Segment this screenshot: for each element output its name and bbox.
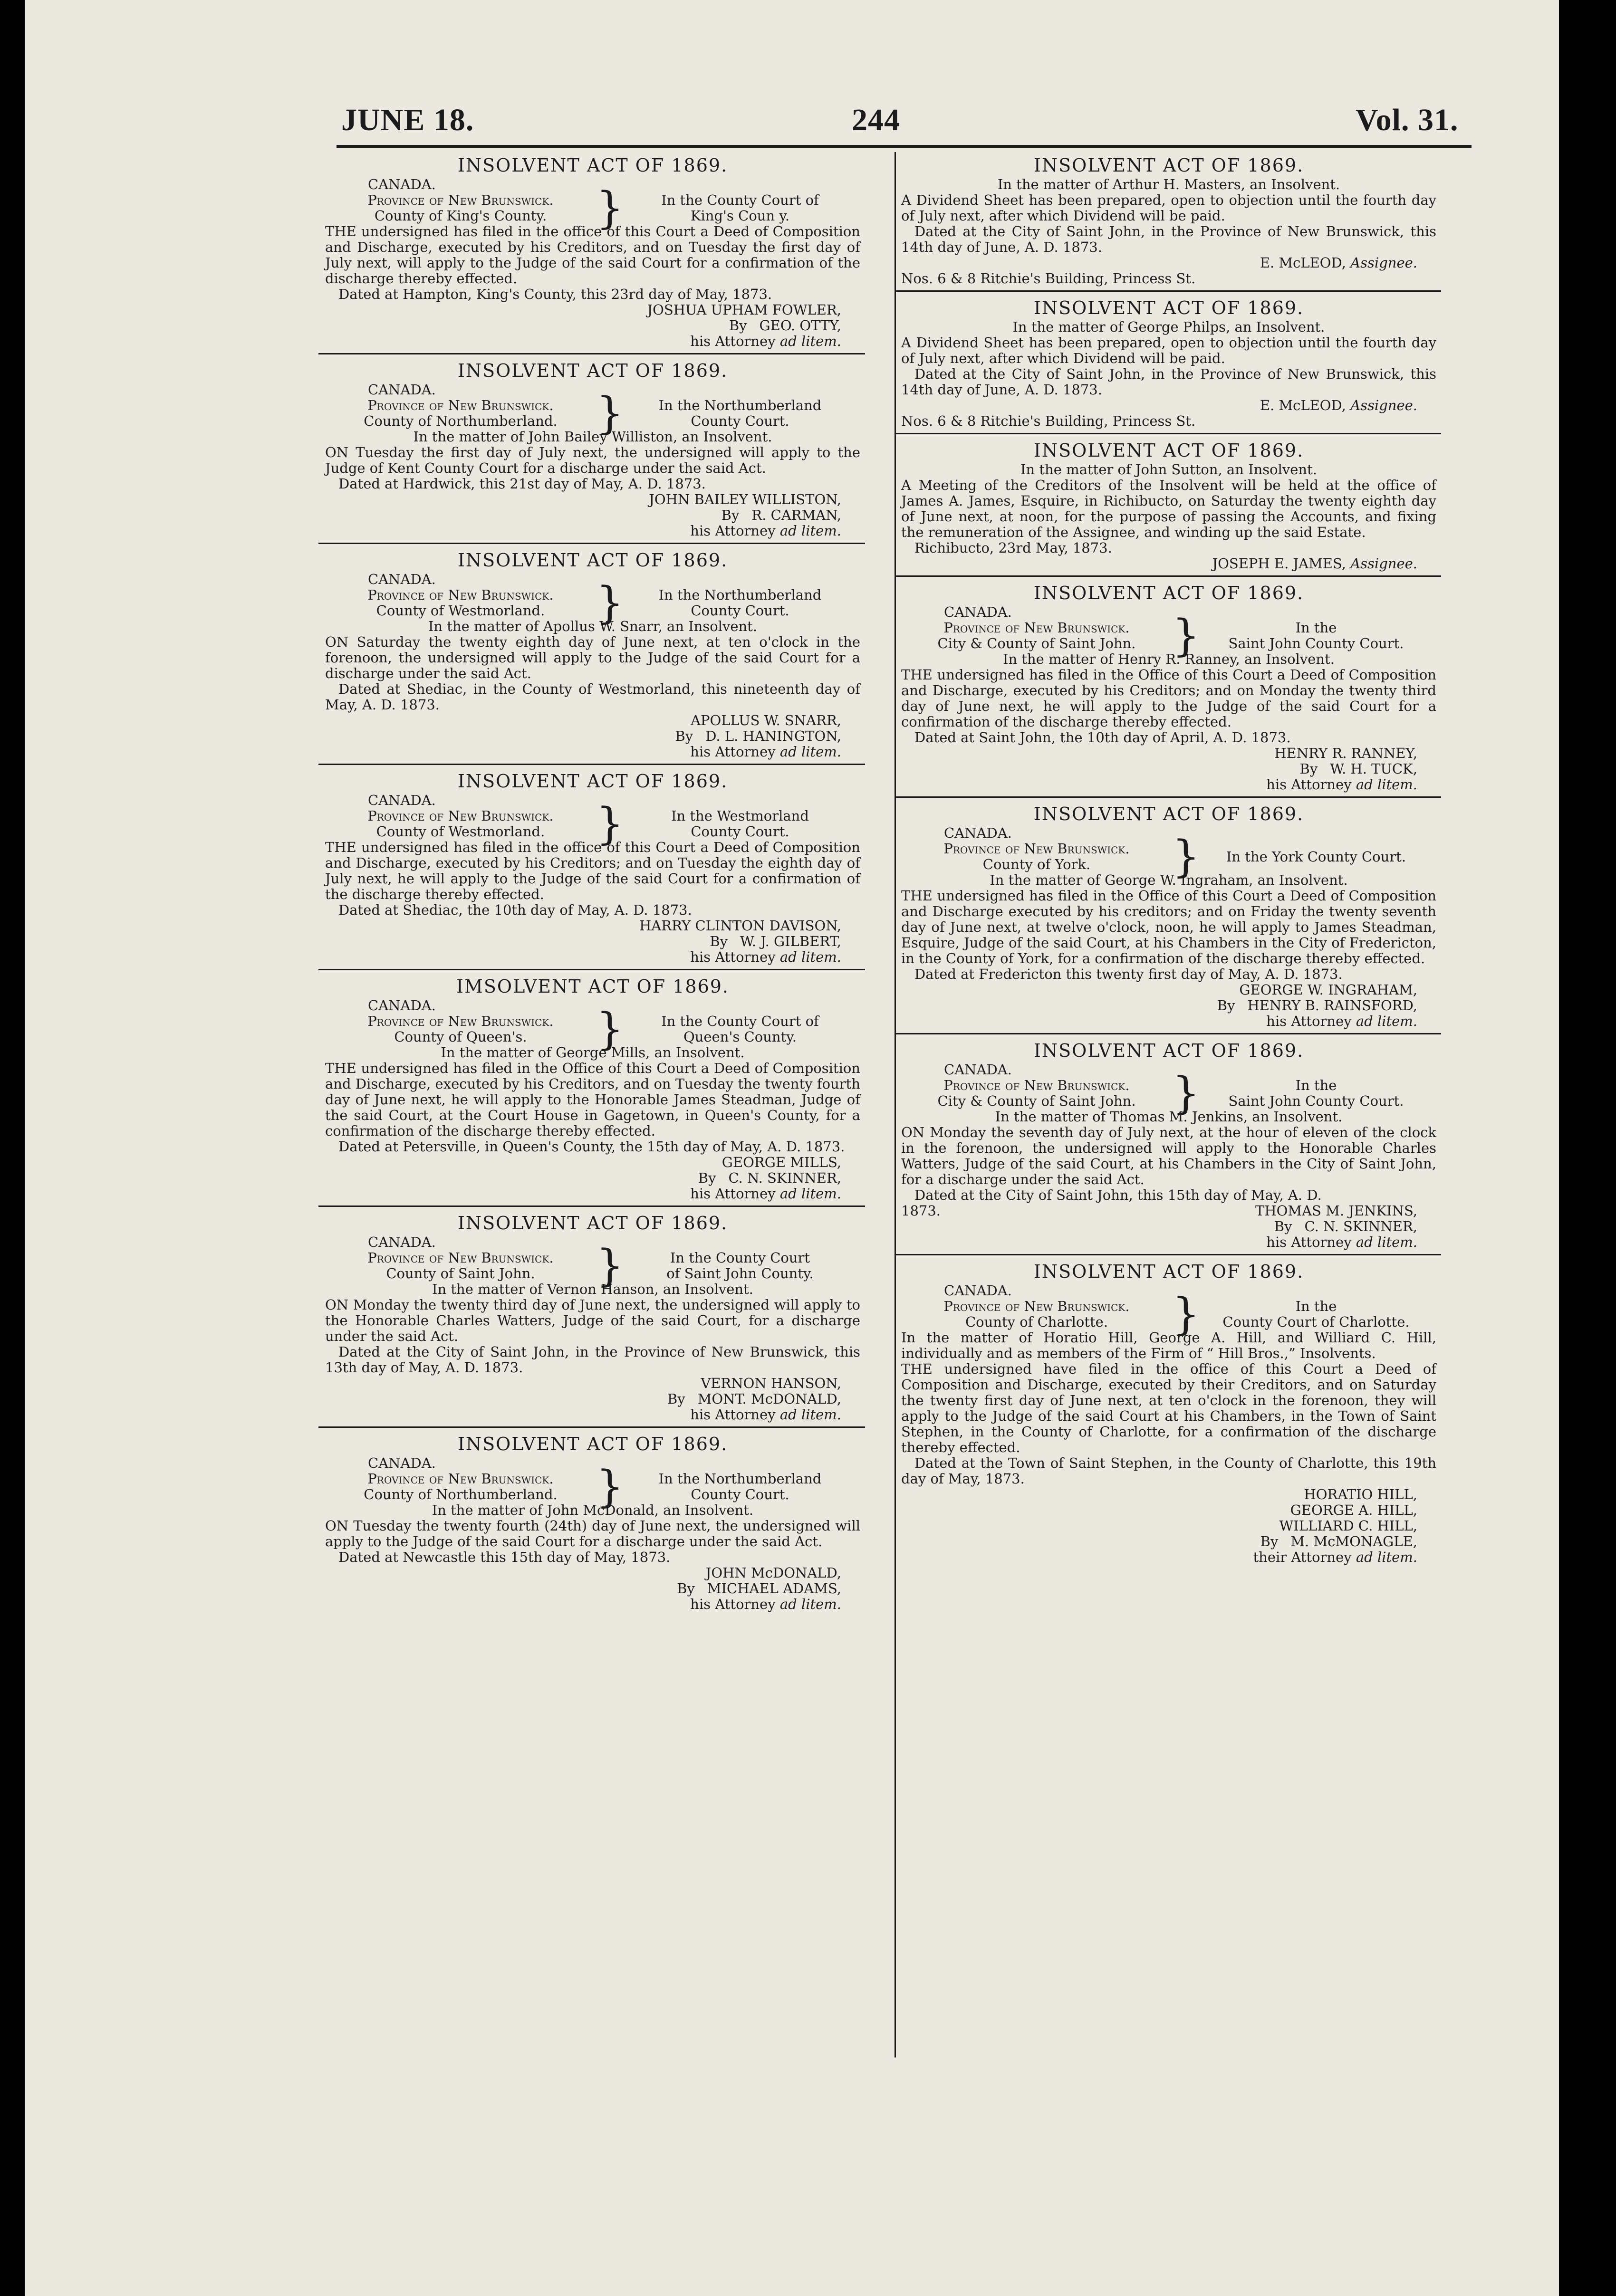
county-label: County of Charlotte. — [965, 1314, 1108, 1330]
matter-line: In the matter of Horatio Hill, George A. Hill, and Williard C. Hill, individually and as members of the Firm of “ Hill Bros.,” Insolvents. — [901, 1330, 1436, 1361]
province-label: Province of New Brunswick. — [367, 587, 554, 603]
court-label: of Saint John County. — [666, 1265, 814, 1282]
court-label: In the York County Court. — [1226, 848, 1406, 865]
attorney-role: his Attorney ad litem. — [690, 1406, 841, 1423]
notice-jenkins — [895, 1037, 1441, 1255]
dated-line: Dated at the City of Saint John, this 15th day of May, A. D. — [914, 1187, 1322, 1203]
notice-body: ON Tuesday the twenty fourth (24th) day of June next, the undersigned will apply to the Judge of the said Court for a discharge under the said Act. — [325, 1518, 860, 1550]
notice-title: INSOLVENT ACT OF 1869. — [1033, 297, 1304, 318]
by-label: By — [721, 507, 740, 523]
country-label: CANADA. — [368, 1455, 436, 1471]
dated-line: Dated at Fredericton this twenty first day of May, A. D. 1873. — [914, 966, 1343, 982]
brace-icon: } — [596, 1461, 624, 1512]
notice-mcdonald — [318, 1431, 865, 1616]
court-label: Queen's County. — [683, 1029, 797, 1045]
notice-title: INSOLVENT ACT OF 1869. — [457, 1434, 728, 1454]
province-label: Province of New Brunswick. — [943, 1077, 1130, 1093]
notice-title: INSOLVENT ACT OF 1869. — [457, 771, 728, 792]
signer-name: GEORGE MILLS, — [721, 1154, 841, 1170]
notice-snarr — [318, 547, 865, 765]
notice-ranney — [895, 580, 1441, 798]
brace-icon: } — [1172, 1068, 1200, 1119]
matter-line: In the matter of John McDonald, an Insolvent. — [432, 1502, 754, 1518]
newspaper-page — [25, 0, 1559, 2296]
assignee-signature: E. McLEOD, Assignee. — [1260, 397, 1417, 413]
court-label: Saint John County Court. — [1228, 1093, 1404, 1109]
attorney-name: C. N. SKINNER, — [728, 1170, 841, 1186]
county-label: County of Westmorland. — [376, 823, 545, 840]
notice-williston — [318, 357, 865, 544]
dated-line: Dated at Hardwick, this 21st day of May, A. D. 1873. — [338, 476, 706, 492]
by-label: By — [1260, 1533, 1279, 1550]
court-label: County Court. — [691, 603, 789, 619]
attorney-name: M. McMONAGLE, — [1290, 1533, 1417, 1550]
notice-title: INSOLVENT ACT OF 1869. — [457, 550, 728, 571]
dated-line: Dated at Shediac, the 10th day of May, A. D. 1873. — [338, 902, 692, 918]
notice-ingraham — [895, 801, 1441, 1034]
notice-body: THE undersigned has filed in the office of this Court a Deed of Composition and Discharge, executed by his Creditors; and on Tuesday the eighth day of July next, he will apply to the Judge of the said Court for a confirmation of the discharge thereby effected. — [325, 839, 860, 902]
county-label: County of Westmorland. — [376, 603, 545, 619]
signer-name: JOSHUA UPHAM FOWLER, — [647, 302, 841, 318]
notice-hill-bros — [895, 1258, 1441, 1569]
court-label: In the — [1295, 620, 1337, 636]
matter-line: In the matter of George W. Ingraham, an Insolvent. — [990, 872, 1348, 888]
notice-title: INSOLVENT ACT OF 1869. — [1033, 1261, 1304, 1282]
brace-icon: } — [1172, 610, 1200, 661]
attorney-name: GEO. OTTY, — [759, 317, 841, 334]
notice-body: ON Tuesday the first day of July next, the undersigned will apply to the Judge of Kent County Court for a discharge under the said Act. — [325, 444, 860, 476]
notice-title: INSOLVENT ACT OF 1869. — [1033, 440, 1304, 461]
court-label: In the Northumberland — [658, 587, 822, 603]
province-label: Province of New Brunswick. — [367, 808, 554, 824]
signer-name: APOLLUS W. SNARR, — [691, 712, 841, 728]
court-label: King's Coun y. — [690, 208, 790, 224]
notice-body: ON Saturday the twenty eighth day of June next, at ten o'clock in the forenoon, the undersigned will apply to the Judge of the said Court for a discharge under the said Act. — [325, 634, 860, 681]
header-rule — [337, 145, 1472, 148]
attorney-name: D. L. HANINGTON, — [705, 728, 841, 744]
country-label: CANADA. — [368, 1234, 436, 1250]
matter-line: In the matter of Apollus W. Snarr, an Insolvent. — [428, 618, 758, 634]
notice-body: THE undersigned has filed in the Office of this Court a Deed of Composition and Discharge, executed by his Creditors, and on Tuesday the twenty fourth day of June next, he will apply to the Honorable James Steadman, Judge of the said Court, at the Court House in Gagetown, in Queen's County, for a confirmation of the discharge thereby effected. — [325, 1060, 860, 1139]
signer-name: JOHN BAILEY WILLISTON, — [649, 491, 841, 507]
province-label: Province of New Brunswick. — [943, 620, 1130, 636]
signer-name: GEORGE W. INGRAHAM, — [1239, 982, 1417, 998]
matter-line: In the matter of Arthur H. Masters, an Insolvent. — [997, 176, 1340, 192]
by-label: By — [729, 317, 747, 334]
matter-line: In the matter of John Sutton, an Insolvent. — [1020, 461, 1317, 478]
matter-line: In the matter of Henry R. Ranney, an Insolvent. — [1003, 651, 1335, 667]
notice-hanson — [318, 1210, 865, 1428]
signer-name: WILLIARD C. HILL, — [1279, 1518, 1417, 1534]
attorney-role: his Attorney ad litem. — [690, 744, 841, 760]
by-label: By — [667, 1391, 685, 1407]
matter-line: In the matter of Thomas M. Jenkins, an Insolvent. — [995, 1109, 1343, 1125]
county-label: City & County of Saint John. — [937, 635, 1136, 651]
country-label: CANADA. — [368, 382, 436, 398]
right-column — [895, 152, 1441, 1572]
volume-number: Vol. 31. — [1356, 103, 1459, 137]
notice-philps — [895, 295, 1441, 434]
attorney-name: R. CARMAN, — [751, 507, 841, 523]
country-label: CANADA. — [368, 792, 436, 808]
assignee-address: Nos. 6 & 8 Ritchie's Building, Princess St. — [901, 413, 1196, 429]
province-label: Province of New Brunswick. — [943, 841, 1130, 857]
province-label: Province of New Brunswick. — [367, 192, 554, 208]
attorney-role: his Attorney ad litem. — [1266, 1234, 1417, 1250]
by-label: By — [1299, 761, 1318, 777]
notice-title: INSOLVENT ACT OF 1869. — [457, 155, 728, 176]
dated-year: 1873. — [901, 1203, 941, 1219]
province-label: Province of New Brunswick. — [367, 397, 554, 413]
by-label: By — [675, 728, 693, 744]
notice-body: THE undersigned has filed in the office of this Court a Deed of Composition and Discharge, executed by his Creditors, and on Tuesday the first day of July next, will apply to the Judge of the said Court for a confirmation of the discharge thereby effected. — [325, 223, 860, 287]
signer-name: HORATIO HILL, — [1304, 1486, 1417, 1502]
notice-title: INSOLVENT ACT OF 1869. — [457, 360, 728, 381]
court-label: County Court. — [691, 1486, 789, 1502]
court-label: County Court. — [691, 413, 789, 429]
signer-name: HENRY R. RANNEY, — [1274, 745, 1417, 761]
attorney-name: C. N. SKINNER, — [1304, 1218, 1417, 1234]
court-label: In the Northumberland — [658, 397, 822, 413]
matter-line: In the matter of John Bailey Williston, an Insolvent. — [413, 429, 772, 445]
dated-line: Dated at the City of Saint John, in the Province of New Brunswick, this 13th day of May, A. D. 1873. — [325, 1344, 860, 1376]
assignee-signature: JOSEPH E. JAMES, Assignee. — [1212, 555, 1417, 572]
matter-line: In the matter of George Philps, an Insolvent. — [1012, 319, 1325, 335]
attorney-role: his Attorney ad litem. — [690, 949, 841, 965]
notice-fowler — [318, 152, 865, 354]
county-label: County of Queen's. — [394, 1029, 527, 1045]
attorney-role: their Attorney ad litem. — [1253, 1549, 1417, 1565]
attorney-name: W. J. GILBERT, — [740, 933, 841, 949]
court-label: In the — [1295, 1298, 1337, 1314]
attorney-role: his Attorney ad litem. — [690, 1596, 841, 1612]
court-label: County Court of Charlotte. — [1222, 1314, 1410, 1330]
attorney-role: his Attorney ad litem. — [690, 1186, 841, 1202]
brace-icon: } — [596, 388, 624, 439]
notice-body: THE undersigned have filed in the office of this Court a Deed of Composition and Discharge, executed by their Creditors, and on Saturday the twenty first day of June next, at ten o'clock in the forenoon, they will apply to the Judge of the said Court at his Chambers, in the Town of Saint Stephen, in the County of Charlotte, for a confirmation of the discharge thereby effected. — [901, 1361, 1436, 1455]
notice-body: A Dividend Sheet has been prepared, open to objection until the fourth day of July next, after which Dividend will be paid. — [901, 335, 1436, 366]
attorney-name: W. H. TUCK, — [1330, 761, 1417, 777]
country-label: CANADA. — [368, 176, 436, 192]
notice-body: ON Monday the seventh day of July next, at the hour of eleven of the clock in the forenoon, the undersigned will apply to the Honorable Charles Watters, Judge of the said Court, at his Chambers in the City of Saint John, for a discharge under the said Act. — [901, 1124, 1436, 1187]
country-label: CANADA. — [944, 1282, 1012, 1299]
country-label: CANADA. — [944, 825, 1012, 841]
brace-icon: } — [1172, 1289, 1200, 1339]
country-label: CANADA. — [368, 571, 436, 587]
notice-body: A Dividend Sheet has been prepared, open to objection until the fourth day of July next, after which Dividend will be paid. — [901, 192, 1436, 224]
by-label: By — [677, 1580, 695, 1597]
court-label: In the County Court of — [661, 1013, 819, 1029]
by-label: By — [1217, 997, 1235, 1014]
notice-title: INSOLVENT ACT OF 1869. — [457, 1213, 728, 1234]
notice-masters — [895, 152, 1441, 292]
court-label: In the County Court — [670, 1250, 810, 1266]
attorney-role: his Attorney ad litem. — [1266, 776, 1417, 793]
court-label: County Court. — [691, 823, 789, 840]
county-label: County of Saint John. — [386, 1265, 535, 1282]
court-label: Saint John County Court. — [1228, 635, 1404, 651]
page-date: JUNE 18. — [341, 103, 474, 137]
dated-line: Dated at the City of Saint John, in the Province of New Brunswick, this 14th day of June, A. D. 1873. — [901, 366, 1436, 398]
attorney-name: MONT. McDONALD, — [697, 1391, 841, 1407]
dated-line: Dated at Shediac, in the County of Westmorland, this nineteenth day of May, A. D. 1873. — [325, 681, 860, 713]
matter-line: In the matter of Vernon Hanson, an Insolvent. — [432, 1281, 753, 1297]
province-label: Province of New Brunswick. — [943, 1298, 1130, 1314]
notice-title: INSOLVENT ACT OF 1869. — [1033, 804, 1304, 824]
notice-title: INSOLVENT ACT OF 1869. — [1033, 583, 1304, 603]
attorney-role: his Attorney ad litem. — [690, 333, 841, 349]
by-label: By — [1274, 1218, 1292, 1234]
notice-sutton — [895, 437, 1441, 577]
dated-line: Richibucto, 23rd May, 1873. — [914, 540, 1112, 556]
province-label: Province of New Brunswick. — [367, 1013, 554, 1029]
notice-davison — [318, 768, 865, 970]
notice-body: THE undersigned has filed in the Office of this Court a Deed of Composition and Discharge executed by his creditors; and on Friday the twenty seventh day of June next, at twelve o'clock, noon, he will apply to James Steadman, Esquire, Judge of the said Court, at his Chambers in the City of Fredericton, in the County of York, for a confirmation of the discharge thereby effected. — [901, 888, 1436, 966]
by-label: By — [698, 1170, 716, 1186]
attorney-role: his Attorney ad litem. — [1266, 1013, 1417, 1029]
county-label: County of York. — [982, 856, 1091, 872]
notice-mills — [318, 973, 865, 1207]
attorney-name: HENRY B. RAINSFORD, — [1247, 997, 1417, 1014]
brace-icon: } — [596, 1004, 624, 1054]
year-signer-row — [901, 1203, 1436, 1219]
country-label: CANADA. — [944, 1062, 1012, 1078]
court-label: In the Northumberland — [658, 1471, 822, 1487]
signer-name: HARRY CLINTON DAVISON, — [639, 918, 841, 934]
matter-line: In the matter of George Mills, an Insolvent. — [441, 1044, 745, 1061]
notice-title: IMSOLVENT ACT OF 1869. — [456, 976, 729, 997]
county-label: County of Northumberland. — [364, 413, 558, 429]
attorney-role: his Attorney ad litem. — [690, 523, 841, 539]
brace-icon: } — [596, 577, 624, 628]
notice-body: A Meeting of the Creditors of the Insolvent will be held at the office of James A. James, Esquire, in Richibucto, on Saturday the twenty eighth day of June next, at noon, for the purpose of passing the Accounts, and fixing the remuneration of the Assignee, and winding up the said Estate. — [901, 477, 1436, 540]
brace-icon: } — [1172, 831, 1200, 882]
court-label: In the — [1295, 1077, 1337, 1093]
brace-icon: } — [596, 182, 624, 233]
court-label: In the County Court of — [661, 192, 819, 208]
county-label: City & County of Saint John. — [937, 1093, 1136, 1109]
dated-line: Dated at the City of Saint John, in the Province of New Brunswick, this 14th day of June, A. D. 1873. — [901, 223, 1436, 255]
country-label: CANADA. — [944, 604, 1012, 620]
assignee-address: Nos. 6 & 8 Ritchie's Building, Princess St. — [901, 270, 1196, 287]
left-column — [318, 152, 865, 1619]
province-label: Province of New Brunswick. — [367, 1250, 554, 1266]
signer-name: THOMAS M. JENKINS, — [1255, 1203, 1417, 1219]
country-label: CANADA. — [368, 997, 436, 1014]
signer-name: VERNON HANSON, — [701, 1375, 841, 1391]
brace-icon: } — [596, 798, 624, 849]
dated-line: Dated at Petersville, in Queen's County, the 15th day of May, A. D. 1873. — [338, 1138, 845, 1155]
dated-line: Dated at the Town of Saint Stephen, in the County of Charlotte, this 19th day of May, 1873. — [901, 1455, 1436, 1487]
notice-body: ON Monday the twenty third day of June next, the undersigned will apply to the Honorable Charles Watters, Judge of the said Court, for a discharge under the said Act. — [325, 1297, 860, 1344]
dated-line: Dated at Newcastle this 15th day of May, 1873. — [338, 1549, 671, 1565]
county-label: County of King's County. — [374, 208, 547, 224]
signer-name: JOHN McDONALD, — [705, 1565, 841, 1581]
attorney-name: MICHAEL ADAMS, — [707, 1580, 841, 1597]
by-label: By — [710, 933, 728, 949]
notice-title: INSOLVENT ACT OF 1869. — [1033, 155, 1304, 176]
notice-title: INSOLVENT ACT OF 1869. — [1033, 1040, 1304, 1061]
notice-body: THE undersigned has filed in the Office of this Court a Deed of Composition and Discharge, executed by his Creditors; and on Monday the twenty third day of June next, he will apply to the Judge of the said Court for a confirmation of the discharge thereby effected. — [901, 667, 1436, 730]
assignee-signature: E. McLEOD, Assignee. — [1260, 255, 1417, 271]
dated-line: Dated at Hampton, King's County, this 23rd day of May, 1873. — [338, 286, 772, 302]
dated-line: Dated at Saint John, the 10th day of April, A. D. 1873. — [914, 729, 1291, 746]
court-label: In the Westmorland — [671, 808, 809, 824]
signer-name: GEORGE A. HILL, — [1290, 1502, 1417, 1518]
province-label: Province of New Brunswick. — [367, 1471, 554, 1487]
brace-icon: } — [596, 1240, 624, 1291]
county-label: County of Northumberland. — [364, 1486, 558, 1502]
page-number: 244 — [852, 103, 900, 137]
